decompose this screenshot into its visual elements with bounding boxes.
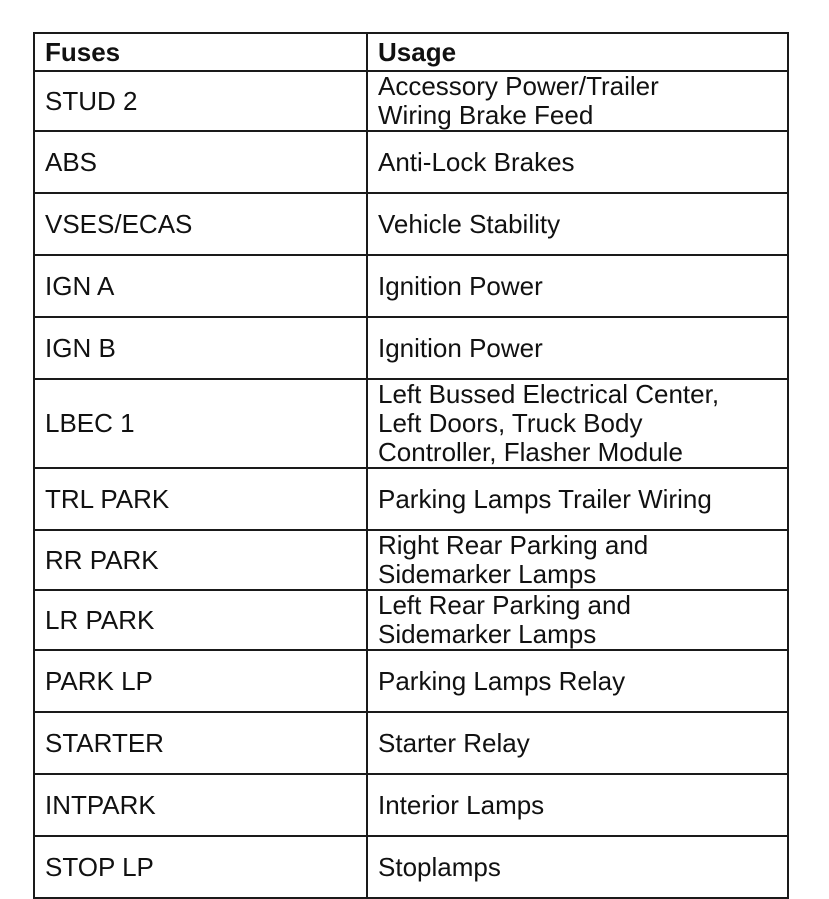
fuse-name-cell: TRL PARK bbox=[34, 468, 367, 530]
fuse-name-cell: PARK LP bbox=[34, 650, 367, 712]
table-row bbox=[34, 468, 788, 530]
fuse-usage-cell: Interior Lamps bbox=[367, 774, 788, 836]
table-row bbox=[34, 131, 788, 193]
fuse-usage-cell: Stoplamps bbox=[367, 836, 788, 898]
table-header-row bbox=[34, 33, 788, 71]
table-row bbox=[34, 774, 788, 836]
column-header-usage: Usage bbox=[367, 33, 788, 71]
table-row bbox=[34, 650, 788, 712]
fuse-name-cell: STOP LP bbox=[34, 836, 367, 898]
table-row bbox=[34, 379, 788, 468]
fuse-usage-cell: Starter Relay bbox=[367, 712, 788, 774]
fuse-usage-cell: Ignition Power bbox=[367, 255, 788, 317]
table-row bbox=[34, 193, 788, 255]
fuse-name-cell: VSES/ECAS bbox=[34, 193, 367, 255]
table-body bbox=[34, 71, 788, 898]
fuse-usage-cell: Left Rear Parking and Sidemarker Lamps bbox=[367, 590, 788, 650]
fuse-name-cell: STARTER bbox=[34, 712, 367, 774]
fuse-usage-cell: Accessory Power/Trailer Wiring Brake Feed bbox=[367, 71, 788, 131]
fuse-usage-table bbox=[33, 32, 789, 899]
table-row bbox=[34, 590, 788, 650]
fuse-name-cell: IGN B bbox=[34, 317, 367, 379]
fuse-usage-cell: Anti-Lock Brakes bbox=[367, 131, 788, 193]
fuse-usage-cell: Left Bussed Electrical Center, Left Doors, Truck Body Controller, Flasher Module bbox=[367, 379, 788, 468]
fuse-name-cell: STUD 2 bbox=[34, 71, 367, 131]
fuse-usage-cell: Right Rear Parking and Sidemarker Lamps bbox=[367, 530, 788, 590]
fuse-name-cell: LBEC 1 bbox=[34, 379, 367, 468]
fuse-usage-cell: Ignition Power bbox=[367, 317, 788, 379]
fuse-name-cell: ABS bbox=[34, 131, 367, 193]
fuse-usage-cell: Parking Lamps Relay bbox=[367, 650, 788, 712]
table-row bbox=[34, 530, 788, 590]
column-header-fuses: Fuses bbox=[34, 33, 367, 71]
table-row bbox=[34, 71, 788, 131]
fuse-name-cell: RR PARK bbox=[34, 530, 367, 590]
table-row bbox=[34, 836, 788, 898]
table-row bbox=[34, 712, 788, 774]
fuse-name-cell: INTPARK bbox=[34, 774, 367, 836]
fuse-name-cell: IGN A bbox=[34, 255, 367, 317]
fuse-name-cell: LR PARK bbox=[34, 590, 367, 650]
table-row bbox=[34, 317, 788, 379]
fuse-usage-cell: Parking Lamps Trailer Wiring bbox=[367, 468, 788, 530]
table-row bbox=[34, 255, 788, 317]
fuse-usage-cell: Vehicle Stability bbox=[367, 193, 788, 255]
